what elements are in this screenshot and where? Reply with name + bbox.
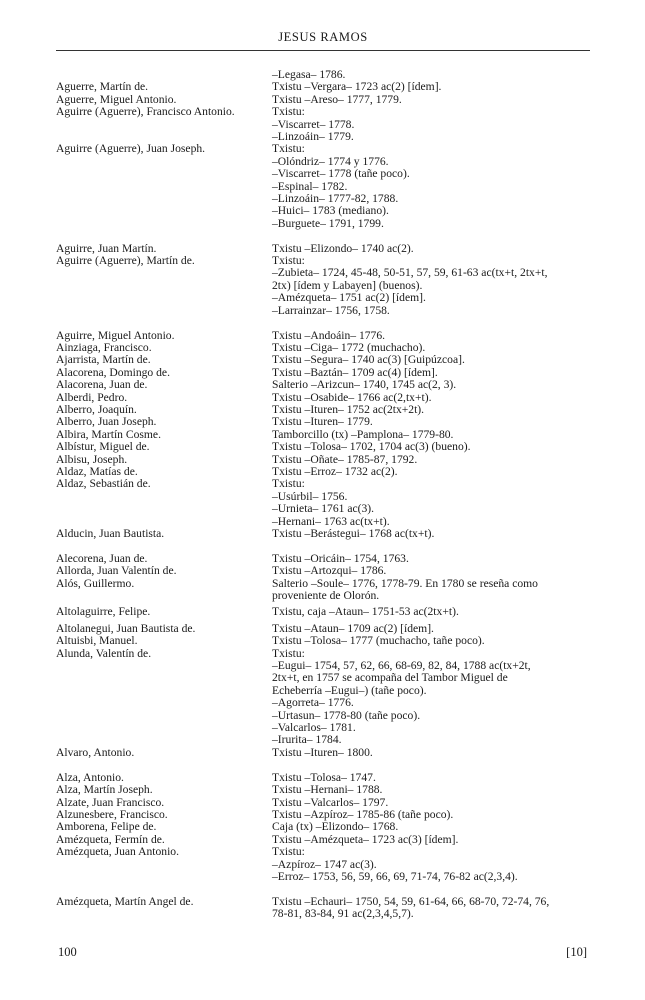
entry-line: Txistu –Areso– 1777, 1779.: [272, 92, 402, 106]
entry-line: Txistu –Valcarlos– 1797.: [272, 795, 389, 809]
entry-name: Alducin, Juan Bautista.: [56, 527, 165, 540]
entry-description: [272, 466, 596, 478]
entry-line: –Zubieta– 1724, 45-48, 50-51, 57, 59, 61-63 ac(tx+t, 2tx+t,: [272, 266, 548, 280]
entry-line: Txistu:: [272, 105, 305, 119]
entry-description: [272, 478, 596, 528]
entry-line: Txistu:: [272, 477, 305, 491]
entry-line: Txistu –Elizondo– 1740 ac(2).: [272, 241, 414, 255]
page-number: 100: [58, 945, 77, 959]
entry-name: Alberro, Joaquín.: [56, 402, 137, 416]
entry-line: –Usúrbil– 1756.: [272, 489, 348, 503]
entry-name: Aguirre (Aguerre), Martín de.: [56, 254, 195, 268]
entry-name: Aguirre, Miguel Antonio.: [56, 328, 175, 342]
entry-description: [272, 416, 596, 428]
entry-row: [56, 784, 596, 796]
entry-row: [56, 635, 596, 647]
entry-name: Alza, Antonio.: [56, 770, 124, 784]
entry-name: Altolanegui, Juan Bautista de.: [56, 621, 196, 635]
running-header: JESUS RAMOS: [278, 30, 368, 44]
entry-description: [272, 143, 596, 230]
entry-line: –Urtasun– 1778-80 (tañe poco).: [272, 708, 421, 722]
entry-line: proveniente de Olorón.: [272, 589, 380, 603]
entry-name: Albira, Martín Cosme.: [56, 427, 161, 441]
entry-line: Txistu –Tolosa– 1747.: [272, 770, 376, 784]
entry-name: Aguerre, Miguel Antonio.: [56, 92, 177, 106]
entry-line: Echeberría –Eugui–) (tañe poco).: [272, 683, 427, 697]
entry-description: [272, 821, 596, 833]
entry-line: –Linzoáin– 1777-82, 1788.: [272, 192, 399, 206]
entry-name: Alza, Martín Joseph.: [56, 783, 153, 797]
entry-line: 78-81, 83-84, 91 ac(2,3,4,5,7).: [272, 907, 414, 921]
entry-description: [272, 565, 596, 577]
entry-line: –Hernani– 1763 ac(tx+t).: [272, 514, 390, 528]
entry-description: [272, 606, 596, 618]
entry-name: Alzunesbere, Francisco.: [56, 807, 168, 821]
entry-line: Txistu –Ituren– 1752 ac(2tx+2t).: [272, 402, 425, 416]
entry-line: Txistu:: [272, 845, 305, 859]
entry-line: –Erroz– 1753, 56, 59, 66, 69, 71-74, 76-82 ac(2,3,4).: [272, 869, 518, 883]
entry-description: [272, 354, 596, 366]
entry-description: [272, 834, 596, 846]
entry-line: Txistu –Ituren– 1800.: [272, 745, 373, 759]
entry-description: [272, 81, 596, 93]
entry-line: –Huici– 1783 (mediano).: [272, 204, 389, 218]
entry-row: [56, 747, 596, 759]
entry-line: –Larrainzar– 1756, 1758.: [272, 303, 390, 317]
entry-description: [272, 379, 596, 391]
entry-description: [272, 635, 596, 647]
entry-line: –Burguete– 1791, 1799.: [272, 216, 384, 230]
entry-line: Txistu –Osabide– 1766 ac(2,tx+t).: [272, 390, 432, 404]
entry-row: [56, 846, 596, 883]
entry-row: [56, 81, 596, 93]
entry-line: Txistu –Ciga– 1772 (muchacho).: [272, 340, 426, 354]
entry-name: Aguerre, Martín de.: [56, 80, 149, 94]
entry-line: –Valcarlos– 1781.: [272, 721, 356, 735]
entry-name: Amézqueta, Martín Angel de.: [56, 894, 194, 908]
entry-row: [56, 354, 596, 366]
entry-line: –Agorreta– 1776.: [272, 696, 354, 710]
entry-description: [272, 528, 596, 540]
entry-description: [272, 255, 596, 317]
entry-line: Txistu –Tolosa– 1777 (muchacho, tañe poco).: [272, 634, 485, 648]
entry-name: Aguirre, Juan Martín.: [56, 241, 157, 255]
entry-line: Salterio –Arizcun– 1740, 1745 ac(2, 3).: [272, 378, 457, 392]
entry-row: [56, 255, 596, 317]
entry-line: Txistu –Artozqui– 1786.: [272, 564, 387, 578]
entry-row: [56, 896, 596, 921]
entry-name: Ajarrista, Martín de.: [56, 353, 151, 367]
header-rule: [56, 50, 590, 51]
entry-name: Alacorena, Domingo de.: [56, 365, 170, 379]
entry-name: Albisu, Joseph.: [56, 452, 128, 466]
entry-name: Aldaz, Matías de.: [56, 464, 138, 478]
entry-name: Alvaro, Antonio.: [56, 745, 135, 759]
entry-name: Aguirre (Aguerre), Francisco Antonio.: [56, 105, 235, 119]
entry-description: [272, 578, 596, 603]
entry-row: [56, 143, 596, 230]
entry-name: Alberdi, Pedro.: [56, 390, 128, 404]
entry-line: Txistu –Hernani– 1788.: [272, 783, 383, 797]
entry-name: Aguirre (Aguerre), Juan Joseph.: [56, 142, 206, 156]
entry-name: Amézqueta, Juan Antonio.: [56, 845, 179, 859]
entry-name: Altolaguirre, Felipe.: [56, 605, 151, 619]
entry-line: Txistu –Oricáin– 1754, 1763.: [272, 551, 409, 565]
entry-line: Caja (tx) –Elizondo– 1768.: [272, 820, 399, 834]
entry-line: –Espinal– 1782.: [272, 179, 348, 193]
entry-description: [272, 243, 596, 255]
entry-line: –Linzoáin– 1779.: [272, 130, 354, 144]
entry-row: [56, 528, 596, 540]
entry-description: [272, 747, 596, 759]
entry-row: [56, 578, 596, 603]
entry-name: Altuisbi, Manuel.: [56, 634, 138, 648]
entry-line: –Urnieta– 1761 ac(3).: [272, 502, 375, 516]
entry-line: Txistu –Ataun– 1709 ac(2) [ídem].: [272, 621, 434, 635]
entry-name: Albístur, Miguel de.: [56, 440, 150, 454]
entry-line: Txistu:: [272, 254, 305, 268]
entry-row: [56, 106, 596, 143]
entry-line: Txistu –Oñate– 1785-87, 1792.: [272, 452, 418, 466]
entry-line: –Amézqueta– 1751 ac(2) [ídem].: [272, 291, 426, 305]
bracket-page-number: [10]: [566, 945, 587, 959]
entry-line: Salterio –Soule– 1776, 1778-79. En 1780 se reseña como: [272, 576, 538, 590]
entry-row: [56, 648, 596, 747]
entry-line: Txistu –Ituren– 1779.: [272, 415, 373, 429]
entry-description: [272, 896, 596, 921]
entry-name: Ainziaga, Francisco.: [56, 340, 152, 354]
entry-description: [272, 106, 596, 143]
entry-name: Alós, Guillermo.: [56, 576, 135, 590]
entry-line: Txistu –Baztán– 1709 ac(4) [ídem].: [272, 365, 438, 379]
entry-line: –Legasa– 1786.: [272, 68, 346, 81]
entry-line: Txistu –Andoáin– 1776.: [272, 328, 386, 342]
entry-line: Txistu –Vergara– 1723 ac(2) [ídem].: [272, 80, 442, 94]
entry-row: [56, 565, 596, 577]
entry-line: Txistu –Erroz– 1732 ac(2).: [272, 464, 398, 478]
entry-line: Txistu –Tolosa– 1702, 1704 ac(3) (bueno).: [272, 440, 471, 454]
entry-name: Aldaz, Sebastián de.: [56, 477, 151, 491]
entry-line: –Viscarret– 1778.: [272, 117, 355, 131]
entry-line: –Viscarret– 1778 (tañe poco).: [272, 167, 410, 181]
entry-line: –Eugui– 1754, 57, 62, 66, 68-69, 82, 84, 1788 ac(tx+2t,: [272, 659, 531, 673]
entry-row: [56, 606, 596, 618]
entry-row: [56, 379, 596, 391]
entry-name: Alecorena, Juan de.: [56, 551, 148, 565]
entry-line: Tamborcillo (tx) –Pamplona– 1779-80.: [272, 427, 454, 441]
entry-list: [56, 69, 596, 921]
entry-row: [56, 821, 596, 833]
entry-line: 2tx) [ídem y Labayen] (buenos).: [272, 278, 423, 292]
entry-description: [272, 846, 596, 883]
entry-line: Txistu –Segura– 1740 ac(3) [Guipúzcoa].: [272, 353, 465, 367]
entry-line: Txistu –Azpíroz– 1785-86 (tañe poco).: [272, 807, 454, 821]
entry-name: Alacorena, Juan de.: [56, 378, 148, 392]
entry-description: [272, 94, 596, 106]
entry-description: [272, 784, 596, 796]
entry-line: Txistu, caja –Ataun– 1751-53 ac(2tx+t).: [272, 605, 459, 619]
entry-name: Alunda, Valentín de.: [56, 646, 152, 660]
entry-line: Txistu –Amézqueta– 1723 ac(3) [ídem].: [272, 832, 459, 846]
entry-row: [56, 478, 596, 528]
entry-line: –Olóndriz– 1774 y 1776.: [272, 154, 389, 168]
entry-row: [56, 441, 596, 453]
entry-name: Alberro, Juan Joseph.: [56, 415, 157, 429]
entry-line: Txistu:: [272, 646, 305, 660]
entry-line: Txistu:: [272, 142, 305, 156]
entry-row: [56, 416, 596, 428]
entry-name: Alzate, Juan Francisco.: [56, 795, 165, 809]
entry-line: Txistu –Berástegui– 1768 ac(tx+t).: [272, 527, 435, 540]
entry-description: [272, 648, 596, 747]
entry-description: [272, 441, 596, 453]
entry-line: Txistu –Echauri– 1750, 54, 59, 61-64, 66, 68-70, 72-74, 76,: [272, 894, 550, 908]
entry-name: Amborena, Felipe de.: [56, 820, 157, 834]
entry-line: 2tx+t, en 1757 se acompaña del Tambor Miguel de: [272, 671, 508, 685]
entry-name: Allorda, Juan Valentín de.: [56, 564, 177, 578]
entry-name: Amézqueta, Fermín de.: [56, 832, 165, 846]
entry-line: –Irurita– 1784.: [272, 733, 342, 747]
entry-line: –Azpíroz– 1747 ac(3).: [272, 857, 377, 871]
